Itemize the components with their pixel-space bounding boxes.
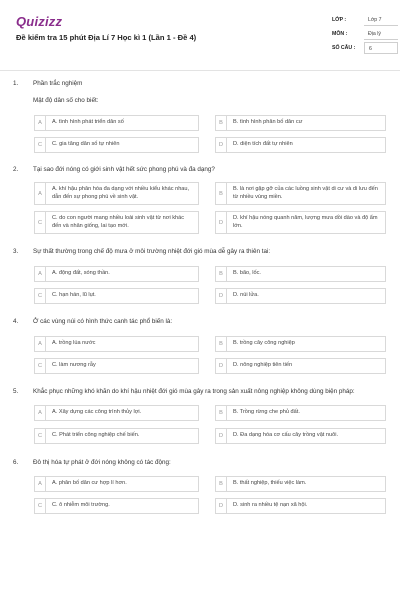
page-title: Đề kiểm tra 15 phút Địa Lí 7 Học kì 1 (Lần 1 - Đề 4) bbox=[16, 33, 197, 42]
header-divider bbox=[0, 70, 400, 71]
option-d[interactable] bbox=[215, 358, 386, 374]
option-letter: A bbox=[34, 182, 46, 205]
option-letter: D bbox=[215, 428, 227, 444]
subject-field: Địa lý bbox=[364, 28, 398, 40]
option-d[interactable] bbox=[215, 211, 386, 234]
option-text: A. động đất, sóng thần. bbox=[46, 266, 199, 282]
option-text: C. Phát triển công nghiệp chế biến. bbox=[46, 428, 199, 444]
option-letter: B bbox=[215, 266, 227, 282]
option-text: A. tình hình phát triển dân số bbox=[46, 115, 199, 131]
option-b[interactable] bbox=[215, 476, 386, 492]
option-text: B. thất nghiệp, thiếu việc làm. bbox=[227, 476, 386, 492]
question-number: 2. bbox=[13, 166, 19, 173]
question-number: 5. bbox=[13, 388, 19, 395]
option-a[interactable] bbox=[34, 476, 199, 492]
option-letter: C bbox=[34, 428, 46, 444]
option-text: A. phân bố dân cư hợp lí hơn. bbox=[46, 476, 199, 492]
option-letter: B bbox=[215, 405, 227, 421]
question-subtext: Mật độ dân số cho biết: bbox=[33, 97, 99, 104]
meta-label: LỚP : bbox=[332, 17, 347, 23]
option-letter: C bbox=[34, 137, 46, 153]
option-text: D. nông nghiệp tiên tiến bbox=[227, 358, 386, 374]
option-text: C. ô nhiễm môi trường. bbox=[46, 498, 199, 514]
class-field: Lớp 7 bbox=[364, 14, 398, 26]
question-text: Tại sao đới nóng có giới sinh vật hết sức phong phú và đa dạng? bbox=[33, 166, 215, 173]
option-letter: B bbox=[215, 182, 227, 205]
option-letter: A bbox=[34, 336, 46, 352]
option-text: D. khí hậu nóng quanh năm, lượng mưa dồi dào và độ ẩm lớn. bbox=[227, 211, 386, 234]
option-b[interactable] bbox=[215, 336, 386, 352]
question-count-field: 6 bbox=[364, 42, 398, 54]
option-c[interactable] bbox=[34, 428, 199, 444]
option-c[interactable] bbox=[34, 137, 199, 153]
option-text: C. làm nương rẫy bbox=[46, 358, 199, 374]
meta-row-count bbox=[332, 42, 400, 56]
option-letter: C bbox=[34, 498, 46, 514]
worksheet-header bbox=[14, 12, 386, 62]
option-b[interactable] bbox=[215, 266, 386, 282]
option-letter: D bbox=[215, 211, 227, 234]
option-a[interactable] bbox=[34, 182, 199, 205]
option-b[interactable] bbox=[215, 405, 386, 421]
option-b[interactable] bbox=[215, 115, 386, 131]
option-c[interactable] bbox=[34, 358, 199, 374]
option-c[interactable] bbox=[34, 211, 199, 234]
option-text: B. bão, lốc. bbox=[227, 266, 386, 282]
option-text: D. Đa dạng hóa cơ cấu cây trồng vật nuôi. bbox=[227, 428, 386, 444]
option-letter: A bbox=[34, 476, 46, 492]
option-text: B. Trồng rừng che phủ đất. bbox=[227, 405, 386, 421]
option-letter: C bbox=[34, 211, 46, 234]
option-letter: D bbox=[215, 288, 227, 304]
option-letter: A bbox=[34, 266, 46, 282]
option-text: B. tình hình phân bố dân cư bbox=[227, 115, 386, 131]
question-number: 6. bbox=[13, 459, 19, 466]
meta-box bbox=[332, 14, 400, 56]
option-text: A. trồng lúa nước bbox=[46, 336, 199, 352]
option-letter: D bbox=[215, 358, 227, 374]
option-a[interactable] bbox=[34, 336, 199, 352]
question-text: Phần trắc nghiệm bbox=[33, 80, 83, 87]
option-letter: B bbox=[215, 476, 227, 492]
question-number: 4. bbox=[13, 318, 19, 325]
option-text: B. trồng cây công nghiệp bbox=[227, 336, 386, 352]
option-letter: C bbox=[34, 358, 46, 374]
meta-row-class bbox=[332, 14, 400, 28]
meta-label: MÔN : bbox=[332, 31, 348, 37]
option-letter: A bbox=[34, 405, 46, 421]
option-letter: D bbox=[215, 137, 227, 153]
option-a[interactable] bbox=[34, 266, 199, 282]
option-a[interactable] bbox=[34, 115, 199, 131]
option-c[interactable] bbox=[34, 288, 199, 304]
question-text: Sự thất thường trong chế độ mưa ở môi trường nhiệt đới gió mùa dễ gây ra thiên tai: bbox=[33, 248, 271, 255]
option-d[interactable] bbox=[215, 428, 386, 444]
option-text: C. gia tăng dân số tự nhiên bbox=[46, 137, 199, 153]
option-a[interactable] bbox=[34, 405, 199, 421]
option-d[interactable] bbox=[215, 288, 386, 304]
option-text: D. núi lửa. bbox=[227, 288, 386, 304]
option-text: B. là nơi gặp gỡ của các luồng sinh vật di cư và di lưu đến từ nhiều vùng miền. bbox=[227, 182, 386, 205]
option-text: C. do con người mang nhiều loài sinh vật từ nơi khác đến và nhân giống, lai tạo mới. bbox=[46, 211, 199, 234]
meta-row-subject bbox=[332, 28, 400, 42]
option-letter: A bbox=[34, 115, 46, 131]
option-letter: C bbox=[34, 288, 46, 304]
option-text: D. diện tích đất tự nhiên bbox=[227, 137, 386, 153]
option-text: C. hạn hán, lũ lụt. bbox=[46, 288, 199, 304]
option-d[interactable] bbox=[215, 498, 386, 514]
option-letter: B bbox=[215, 336, 227, 352]
option-text: D. sinh ra nhiều tệ nạn xã hội. bbox=[227, 498, 386, 514]
option-b[interactable] bbox=[215, 182, 386, 205]
option-letter: D bbox=[215, 498, 227, 514]
option-letter: B bbox=[215, 115, 227, 131]
quizizz-logo: Quizizz bbox=[16, 14, 63, 29]
option-text: A. khí hậu phân hóa đa dạng với nhiều kiểu khác nhau, dẫn đến sự phong phú về sinh vật. bbox=[46, 182, 199, 205]
option-c[interactable] bbox=[34, 498, 199, 514]
question-number: 3. bbox=[13, 248, 19, 255]
option-text: A. Xây dựng các công trình thủy lợi. bbox=[46, 405, 199, 421]
meta-label: SỐ CÂU : bbox=[332, 45, 356, 51]
question-text: Đô thị hóa tự phát ở đới nóng không có tác động: bbox=[33, 459, 171, 466]
question-text: Ở các vùng núi có hình thức canh tác phổ biến là: bbox=[33, 318, 173, 325]
option-d[interactable] bbox=[215, 137, 386, 153]
question-text: Khắc phục những khó khăn do khí hậu nhiệt đới gió mùa gây ra trong sản xuất nông nghiệp không dùng biện pháp: bbox=[33, 388, 355, 395]
question-number: 1. bbox=[13, 80, 19, 87]
